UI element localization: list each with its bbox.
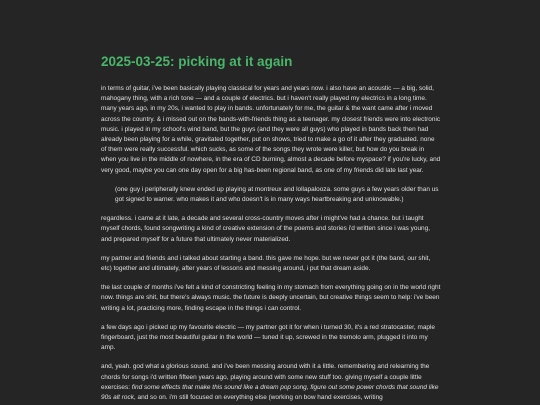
paragraph-text: and, yeah. god what a glorious sound. and i've been messing around with it a little. remembering and relearning the chords for songs i'd written fifteen years ago, playing around with some new stuff too. giving myself a couple little exercises: bbox=[101, 363, 430, 391]
paragraph-text: , and so on. i'm still focused on everything else (working on bow hand exercises, writing bbox=[133, 394, 383, 402]
post-title: 2025-03-25: picking at it again bbox=[101, 54, 293, 69]
post-paragraph: a few days ago i picked up my favourite electric — my partner got it for when i turned 30, it's a red stratocaster, maple fingerboard, just the most beautiful guitar in the world — tuned it up, screwed in the tremolo arm, plugged it into my amp. bbox=[101, 323, 435, 352]
paragraph-emphasis: find some effects that make this sound like a dream pop song, figure out some power chords that sound like 90s alt rock bbox=[101, 383, 439, 402]
post-content bbox=[101, 54, 441, 405]
post-paragraph: the last couple of months i've felt a kind of constricting feeling in my stomach from everything going on in the world right now. things are shit, but there's always music. the future is deeply uncertain, but creative things seem to help: i've been writing a lot, practicing more, finding escape in the things i can control. bbox=[101, 284, 441, 312]
post-paragraph: in terms of guitar, i've been basically playing classical for years and years now. i also have an acoustic — a big, solid, mahogany thing, with a rich tone — and a couple of electrics. but i haven't really played my electrics in a long time. many years ago, in my 20s, i wanted to play in bands. unfortunately for me, the guitar & the want came after i moved across the country. & i missed out on the bands-with-friends thing as a teenager. my closest friends were into electronic music. i played in my school's wind band, but the guys (and they were all guys) who played in bands back then had already been playing for a while, gravitated together, put on shows, tried to make a go of it after they graduated. none of them were really successful. which sucks, as some of the songs they wrote were killer, but how do you break in when you live in the middle of nowhere, in the era of CD burning, almost a decade before myspace? if you're lucky, and very good, maybe you can one day open for a big has-been regional band, as one of my friends did late last year. bbox=[101, 85, 441, 174]
post-aside: (one guy i peripherally knew ended up playing at montreux and lollapalooza. some guys a few years older than us got signed to warner. who makes it and who doesn't is in many ways heartbreaking and unknowable.) bbox=[115, 185, 439, 204]
post-paragraph: regardless. i came at it late, a decade and several cross-country moves after i might've had a chance. but i taught myself chords, found songwriting a kind of creative extension of the poems and stories i'd written since i was young, and prepared myself for a future that ultimately never materialized. bbox=[101, 215, 430, 243]
post-paragraph: my partner and friends and i talked about starting a band. this gave me hope. but we never got it (the band, our shit, etc) together and ultimately, after years of lessons and messing around, i put that dream aside. bbox=[101, 254, 431, 273]
post-paragraph bbox=[101, 362, 441, 403]
